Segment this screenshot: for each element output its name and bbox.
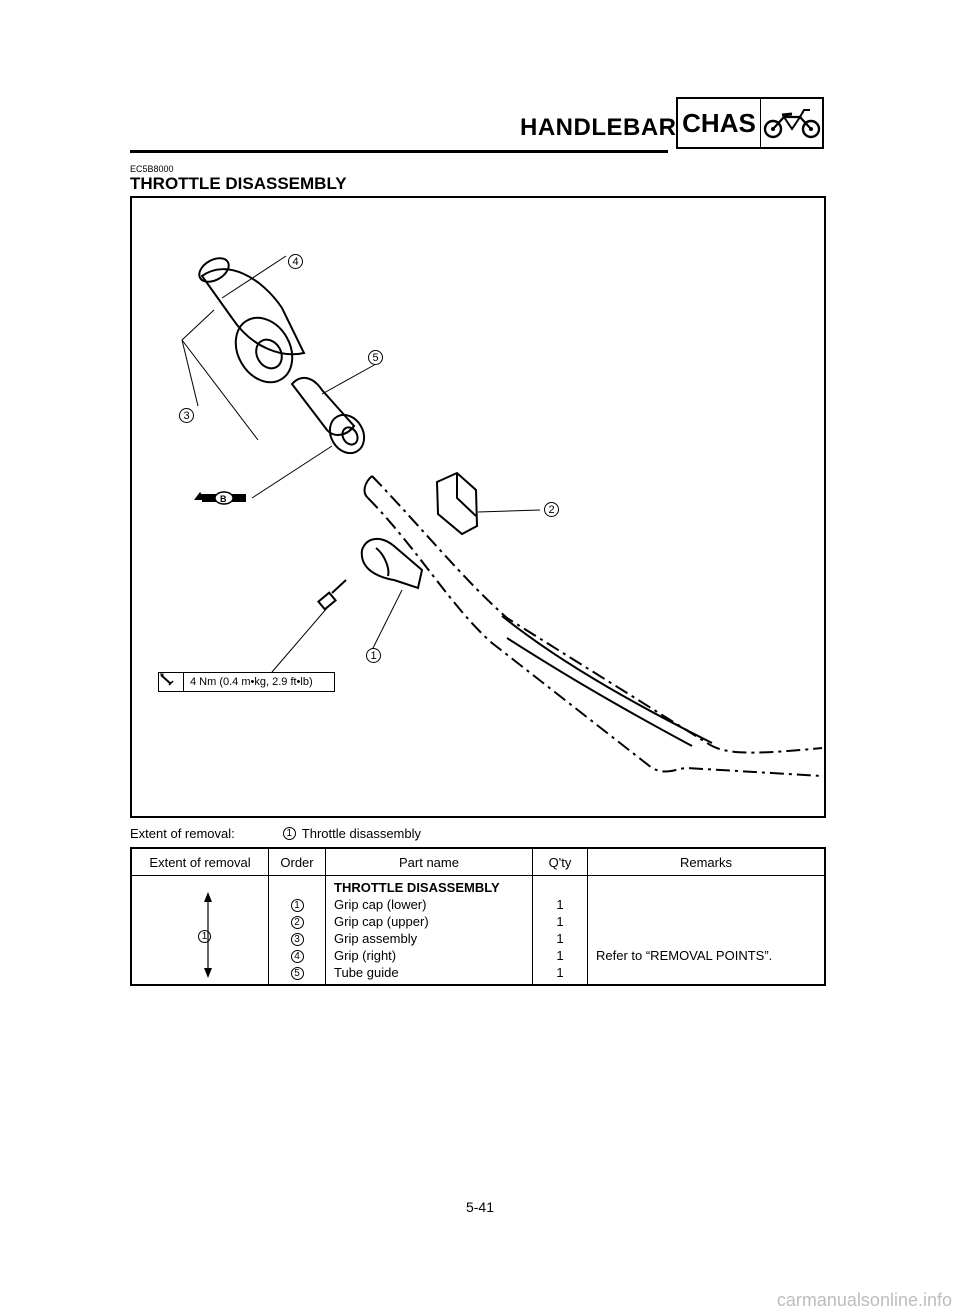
qty-value: 1 xyxy=(556,965,564,980)
part-name: Grip cap (upper) xyxy=(334,914,429,929)
header-order: Order xyxy=(269,848,326,876)
order-number: 1 xyxy=(291,899,304,912)
extent-label: Extent of removal: xyxy=(130,826,235,841)
chapter-badge xyxy=(676,97,824,149)
part-name: Grip (right) xyxy=(334,948,397,963)
lube-mark-label: B xyxy=(220,494,227,504)
watermark: carmanualsonline.info xyxy=(776,1290,952,1310)
callout-5: 5 xyxy=(368,350,383,365)
chapter-label: CHAS xyxy=(678,99,761,147)
header-extent: Extent of removal xyxy=(131,848,269,876)
remarks-cell xyxy=(588,876,826,986)
qty-value: 1 xyxy=(556,914,564,929)
part-name-cell xyxy=(326,876,533,986)
parts-table xyxy=(130,847,826,986)
header-rule xyxy=(130,150,668,153)
callout-2: 2 xyxy=(544,502,559,517)
part-name: Tube guide xyxy=(334,965,399,980)
extent-of-removal xyxy=(130,826,421,841)
throttle-drawing xyxy=(132,198,824,816)
exploded-diagram xyxy=(130,196,826,818)
remark xyxy=(596,964,824,981)
header-remarks: Remarks xyxy=(588,848,826,876)
header-qty: Q'ty xyxy=(533,848,588,876)
remark xyxy=(596,913,824,930)
remark: Refer to “REMOVAL POINTS”. xyxy=(596,948,773,963)
section-title: HANDLEBAR xyxy=(520,114,677,141)
order-number: 2 xyxy=(291,916,304,929)
extent-number: 1 xyxy=(283,827,296,840)
part-name: Grip assembly xyxy=(334,931,418,946)
table-row xyxy=(131,876,825,986)
remark xyxy=(596,896,824,913)
wrench-icon xyxy=(159,673,184,691)
order-number: 4 xyxy=(291,950,304,963)
header-part-name: Part name xyxy=(326,848,533,876)
order-number: 5 xyxy=(291,967,304,980)
torque-value: 4 Nm (0.4 m•kg, 2.9 ft•lb) xyxy=(190,676,313,688)
section-code: EC5B8000 xyxy=(130,164,174,174)
part-name: Grip cap (lower) xyxy=(334,897,427,912)
extent-arrow xyxy=(132,876,266,982)
order-cell xyxy=(269,876,326,986)
extent-text: Throttle disassembly xyxy=(301,826,421,841)
callout-3: 3 xyxy=(179,408,194,423)
motorcycle-icon xyxy=(761,99,822,147)
remark xyxy=(596,930,824,947)
extent-row-number: 1 xyxy=(198,930,211,943)
qty-value: 1 xyxy=(556,897,564,912)
page-number: 5-41 xyxy=(465,1199,495,1215)
lubricant-symbol xyxy=(194,492,246,504)
qty-cell xyxy=(533,876,588,986)
table-header-row xyxy=(131,848,825,876)
callout-4: 4 xyxy=(288,254,303,269)
group-title: THROTTLE DISASSEMBLY xyxy=(334,880,500,895)
callout-1: 1 xyxy=(366,648,381,663)
torque-spec xyxy=(158,672,335,692)
qty-value: 1 xyxy=(556,931,564,946)
extent-cell xyxy=(131,876,269,986)
page-title: THROTTLE DISASSEMBLY xyxy=(130,174,347,193)
qty-value: 1 xyxy=(556,948,564,963)
order-number: 3 xyxy=(291,933,304,946)
